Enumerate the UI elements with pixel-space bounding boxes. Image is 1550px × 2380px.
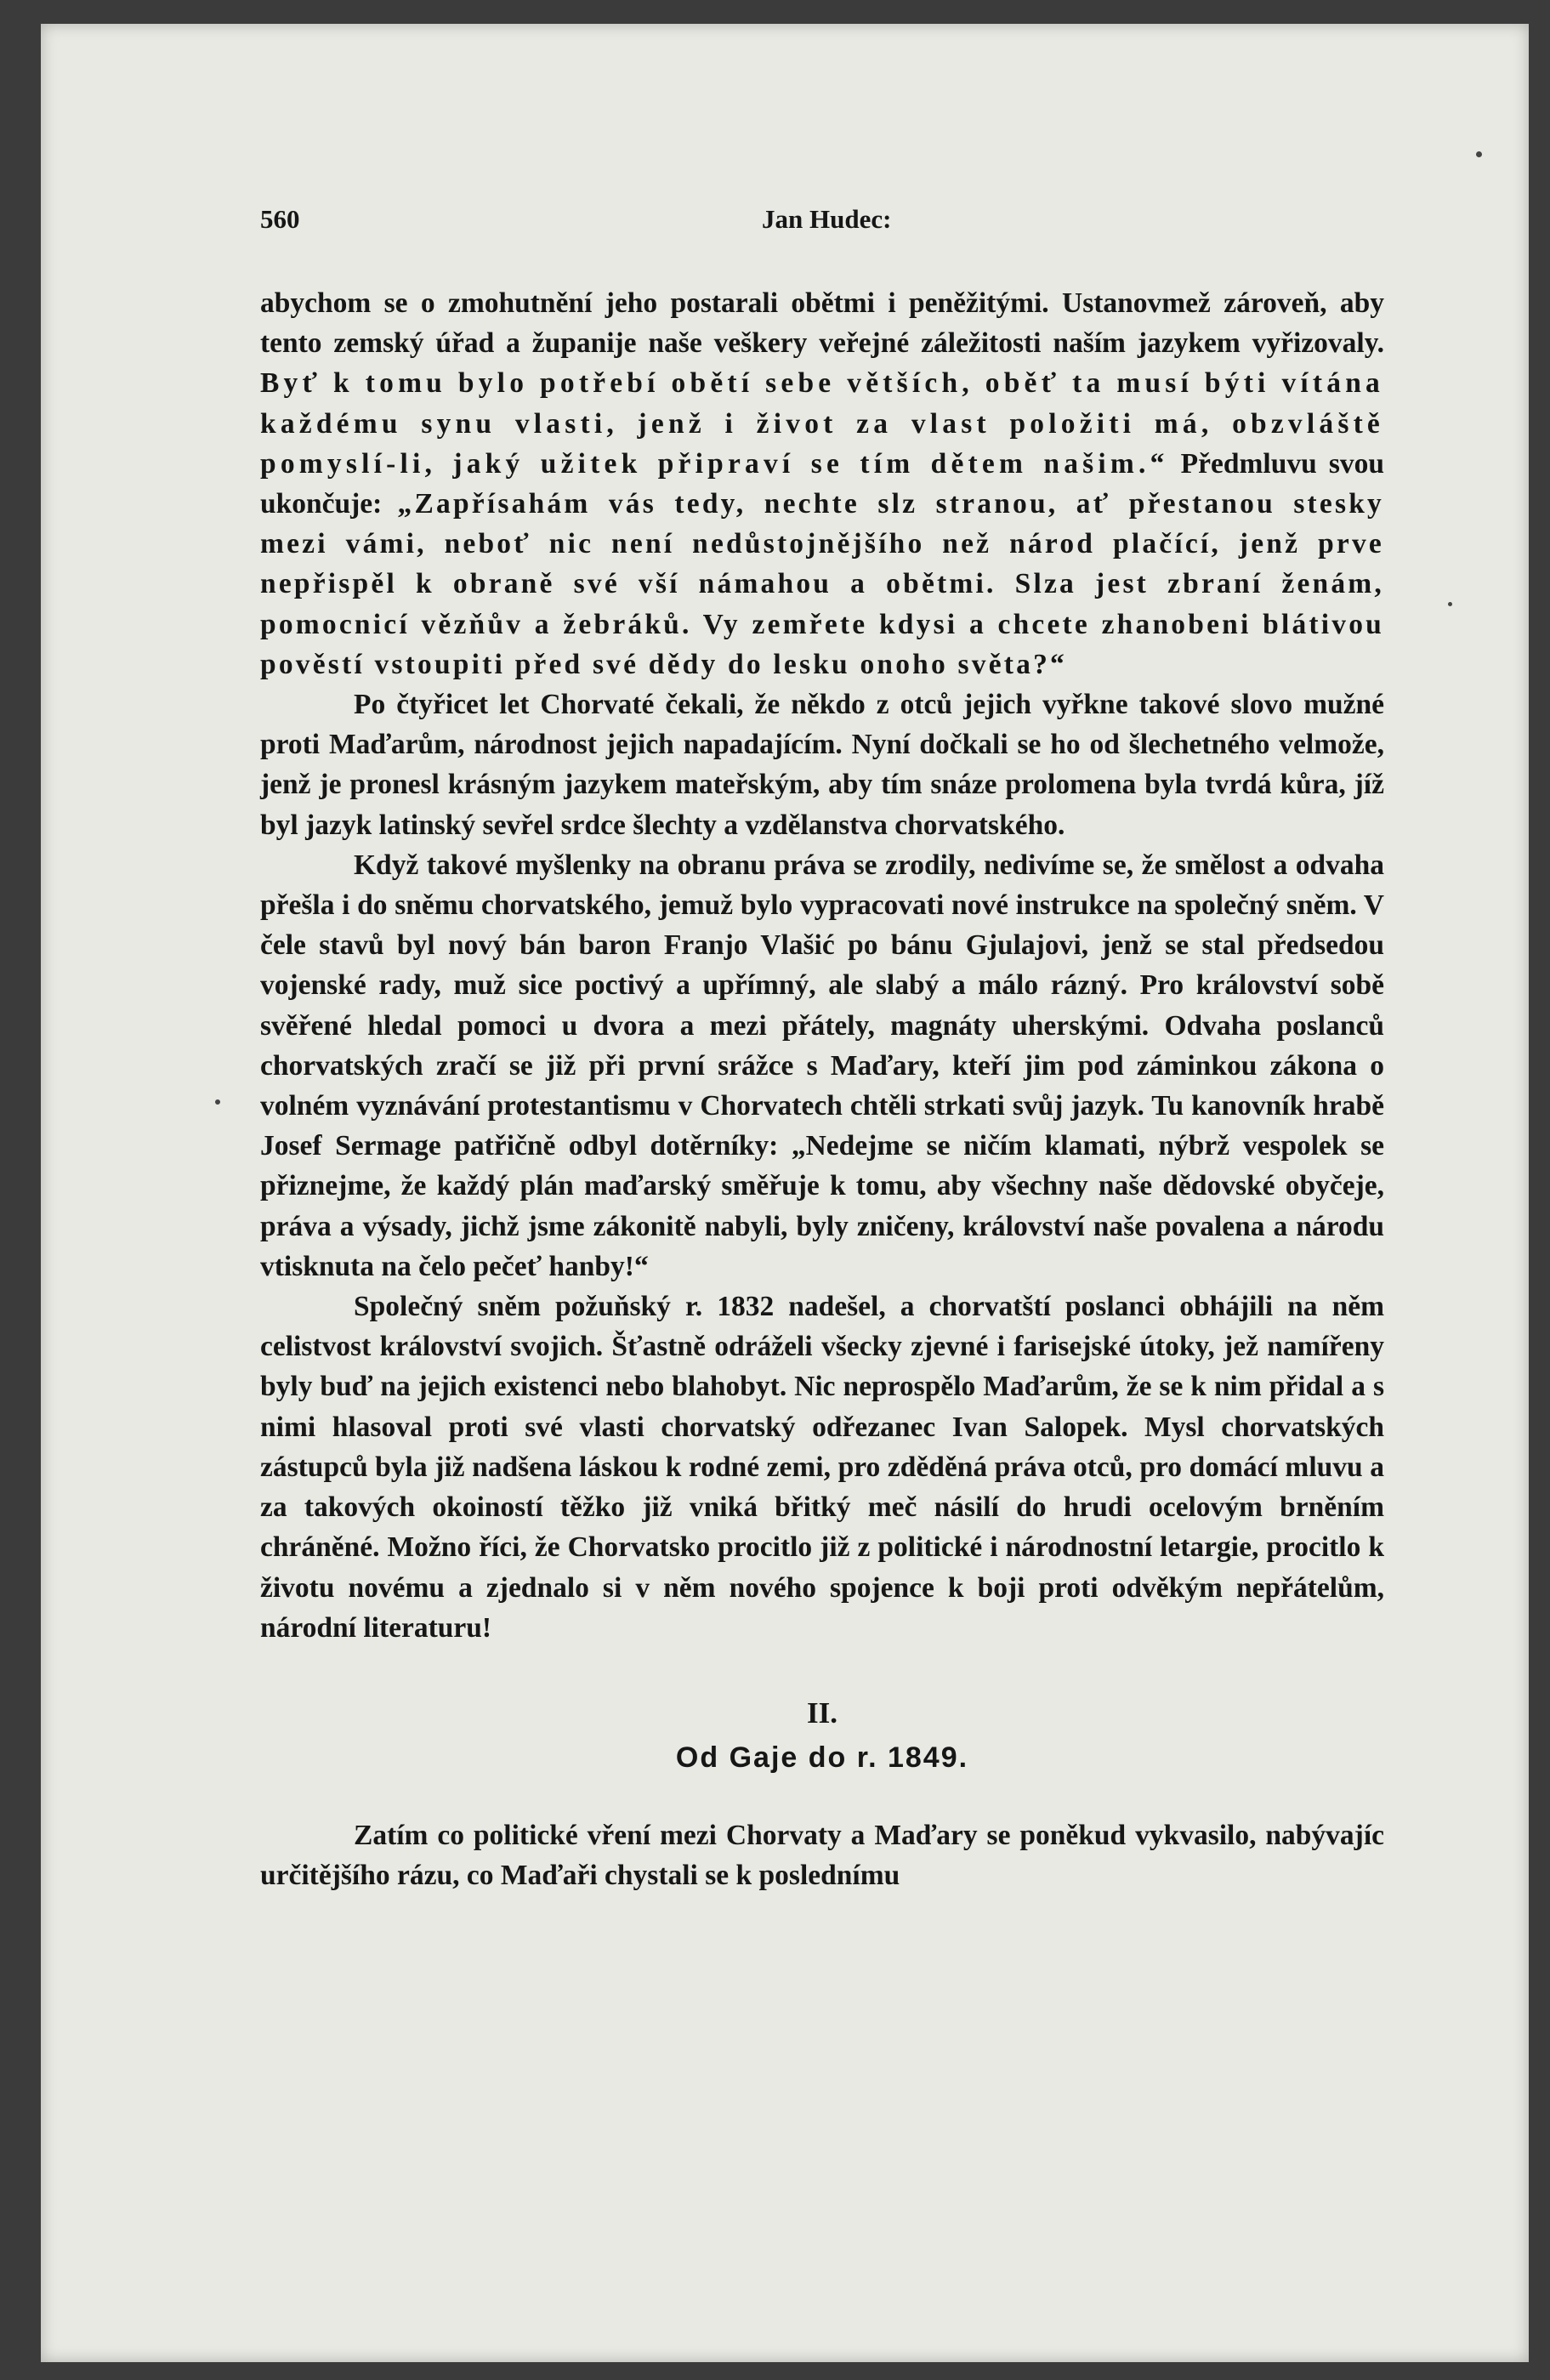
paragraph-1 <box>260 283 1384 684</box>
section-number: II. <box>807 1696 837 1730</box>
page-header <box>260 204 1383 248</box>
body-text <box>260 283 1384 1895</box>
paragraph-4: Společný sněm požuňský r. 1832 nadešel, a chorvatští poslanci obhájili na něm celistvost království svojich. Šťastně odráželi všecky zjevné i farisejské útoky, jež namířeny byly buď na jejich existenci nebo blahobyt. Nic neprospělo Maďarům, že se k nim přidal a s nimi hlasoval proti své vlasti chorvatský odřezanec Ivan Salopek. Mysl chorvatských zástupců byla již nadšena láskou k rodné zemi, pro zděděná práva otců, pro domácí mluvu a za takových okoiností těžko již vniká břitký meč násilí do hrudi ocelovým brněním chráněné. Možno říci, že Chorvatsko procitlo již z politické i národnostní letargie, procitlo k životu novému a zjednalo si v něm nového spojence k boji proti odvěkým nepřátelům, národní literaturu! <box>260 1291 1384 1644</box>
running-head: Jan Hudec: <box>762 204 892 234</box>
print-speck <box>1448 602 1452 606</box>
paragraph-1-normal: abychom se o zmohutnění jeho postarali obětmi i peněžitými. Ustanovmež zároveň, aby tento zemský úřad a županije naše veškery veřejné záležitosti naším jazykem vyřizovaly. <box>260 287 1384 360</box>
paragraph-2: Po čtyřicet let Chorvaté čekali, že někdo z otců jejich vyřkne takové slovo mužné proti Maďarům, národnost jejich napadajícím. Nyní dočkali se ho od šlechetného velmože, jenž je pronesl krásným jazykem mateřským, aby tím snáze prolomena byla tvrdá kůra, jíž byl jazyk latinský sevřel srdce šlechty a vzdělanstva chorvatského. <box>260 689 1384 841</box>
paragraph-1-normal-2: Předmluvu svou ukončuje: <box>260 447 1385 520</box>
print-speck <box>1476 151 1482 157</box>
paragraph-5: Zatím co politické vření mezi Chorvaty a Maďary se poněkud vykvasilo, nabývajíc určitějšího rázu, co Maďaři chystali se k poslednímu <box>260 1819 1384 1892</box>
paragraph-1-emphasis-2: „Zapřísahám vás tedy, nechte slz stranou, ať přestanou stesky mezi vámi, neboť nic není nedůstojnějšího než národ plačící, jenž prve nepřispěl k obraně své vší námahou a obětmi. Slza jest zbraní ženám, pomocnicí vězňův a žebráků. Vy zemřete kdysi a chcete zhanobeni blátivou pověstí vstoupiti před své dědy do lesku onoho světa?“ <box>260 488 1384 680</box>
print-speck <box>215 1099 220 1105</box>
page-number: 560 <box>260 204 300 234</box>
book-page <box>41 24 1529 2362</box>
paragraph-3: Když takové myšlenky na obranu práva se zrodily, nedivíme se, že smělost a odvaha přešla i do sněmu chorvatského, jemuž bylo vypracovati nové instrukce na společný sněm. V čele stavů byl nový bán baron Franjo Vlašić po bánu Gjulajovi, jenž se stal předsedou vojenské rady, muž sice poctivý a upřímný, ale slabý a málo rázný. Pro království sobě svěřené hledal pomoci u dvora a mezi přátely, magnáty uherskými. Odvaha poslanců chorvatských zračí se již při první srážce s Maďary, kteří jim pod záminkou zákona o volném vyznávání protestantismu v Chorvatech chtěli strkati svůj jazyk. Tu kanovník hrabě Josef Sermage patřičně odbyl dotěrníky: „Nedejme se ničím klamati, nýbrž vespolek se přiznejme, že každý plán maďarský směřuje k tomu, aby všechny naše dědovské obyčeje, práva a výsady, jichž jsme zákonitě nabyli, byly zničeny, království naše povalena a národu vtisknuta na čelo pečeť hanby!“ <box>260 849 1384 1282</box>
paragraph-1-emphasis: Byť k tomu bylo potřebí obětí sebe větších, oběť ta musí býti vítána každému synu vlasti, jenž i život za vlast položiti má, obzvláště pomyslí-li, jaký užitek připraví se tím dětem našim.“ <box>260 367 1384 480</box>
section-title: Od Gaje do r. 1849. <box>675 1741 969 1774</box>
